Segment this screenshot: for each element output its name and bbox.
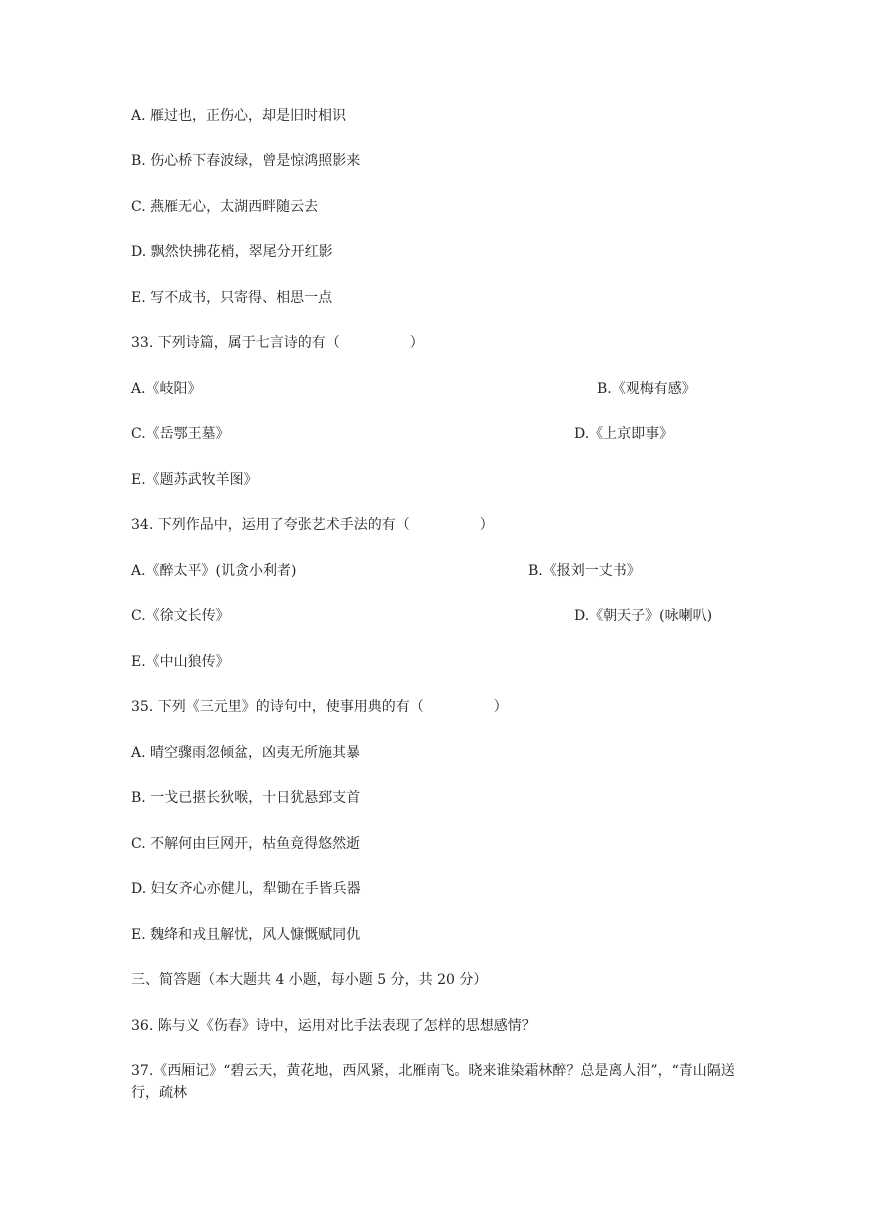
q32-option-b: B. 伤心桥下春波绿，曾是惊鸿照影来: [131, 153, 361, 169]
q34-option-b: B.《报刘一丈书》: [528, 563, 641, 579]
q35-option-a: A. 晴空骤雨忽倾盆，凶夷无所施其暴: [131, 745, 361, 761]
q32-option-d: D. 飘然快拂花梢，翠尾分开红影: [131, 244, 333, 260]
q35-option-e: E. 魏绛和戎且解忧，风人慷慨赋同仇: [131, 927, 361, 943]
q36-question: 36. 陈与义《伤春》诗中，运用对比手法表现了怎样的思想感情？: [131, 1018, 536, 1034]
q37-question: 37.《西厢记》“碧云天，黄花地，西风紧，北雁南飞。晓来谁染霜林醉？总是离人泪”，“青山隔送行，疏林: [131, 1063, 735, 1101]
q33-option-d: D.《上京即事》: [574, 426, 674, 442]
q35-option-c: C. 不解何由巨网开，枯鱼竟得悠然逝: [131, 836, 361, 852]
q33-option-b: B.《观梅有感》: [597, 381, 696, 397]
q33-option-a: A.《岐阳》: [131, 381, 202, 397]
q34-option-e: E.《中山狼传》: [131, 654, 230, 670]
q33-option-c: C.《岳鄂王墓》: [131, 426, 230, 442]
q32-option-e: E. 写不成书，只寄得、相思一点: [131, 290, 333, 306]
section-3-heading: 三、简答题（本大题共 4 小题，每小题 5 分，共 20 分）: [131, 972, 488, 988]
q35-option-b: B. 一戈已揕长狄喉，十日犹悬郅支首: [131, 790, 361, 806]
q32-option-c: C. 燕雁无心，太湖西畔随云去: [131, 199, 319, 215]
q35-option-d: D. 妇女齐心亦健儿，犁锄在手皆兵器: [131, 881, 361, 897]
q34-option-c: C.《徐文长传》: [131, 608, 230, 624]
q35-question: 35. 下列《三元里》的诗句中，使事用典的有（ ）: [131, 699, 508, 715]
q32-option-a: A. 雁过也，正伤心，却是旧时相识: [131, 108, 347, 124]
q33-option-e: E.《题苏武牧羊图》: [131, 472, 258, 488]
q33-question: 33. 下列诗篇，属于七言诗的有（ ）: [131, 335, 424, 351]
q34-question: 34. 下列作品中，运用了夸张艺术手法的有（ ）: [131, 517, 494, 533]
q34-option-a: A.《醉太平》(讥贪小利者): [131, 563, 297, 579]
q34-option-d: D.《朝天子》(咏喇叭): [574, 608, 713, 624]
